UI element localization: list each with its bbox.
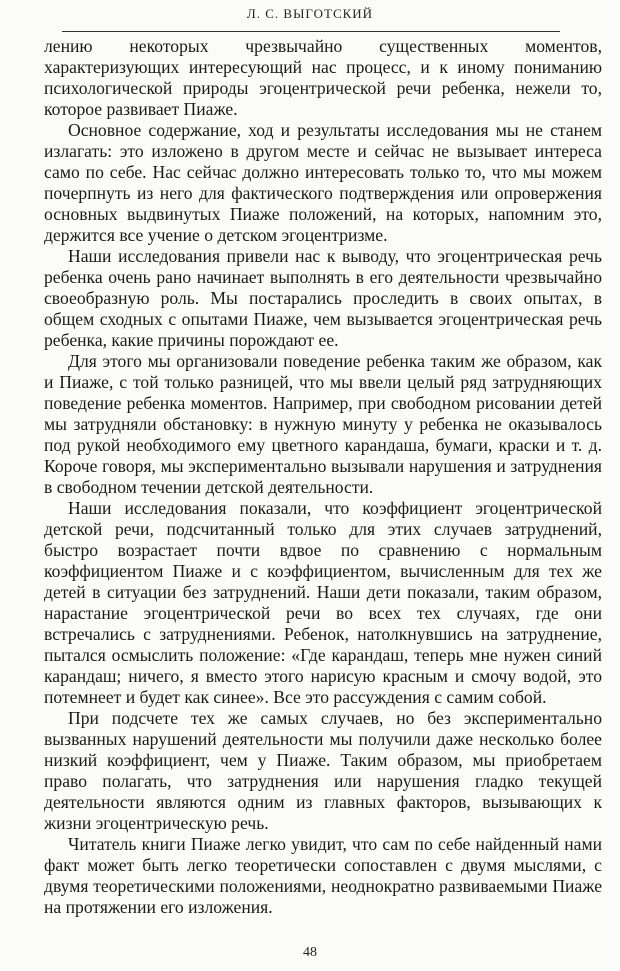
body-text (44, 36, 602, 918)
page-number: 48 (303, 945, 317, 960)
paragraph: Наши исследования показали, что коэффициент эгоцентрической детской речи, подсчитанный только для этих случаев затруднений, быстро возрастает почти вдвое по сравнению с нормальным коэффициентом Пиаже и с коэффициентом, вычисленным для тех же детей в ситуации без затруднений. Наши дети показали, таким образом, нарастание эгоцентрической речи во всех тех случаях, где они встречались с затруднениями. Ребенок, натолкнувшись на затруднение, пытался осмыслить положение: «Где карандаш, теперь мне нужен синий карандаш; ничего, я вместо этого нарисую красным и смочу водой, это потемнеет и будет как синее». Все это рассуждения с самим собой. (44, 498, 602, 707)
running-head: Л. С. ВЫГОТСКИЙ (246, 6, 374, 21)
paragraph: Читатель книги Пиаже легко увидит, что сам по себе найденный нами факт может быть легко теоретически сопоставлен с двумя мыслями, с двумя теоретическими положениями, неоднократно развиваемыми Пиаже на протяжении его изложения. (44, 834, 602, 917)
paragraph: При подсчете тех же самых случаев, но без экспериментально вызванных нарушений деятельности мы получили даже несколько более низкий коэффициент, чем у Пиаже. Таким образом, мы приобретаем право полагать, что затруднения или нарушения гладко текущей деятельности являются одним из главных факторов, вызывающих к жизни эгоцентрическую речь. (44, 708, 602, 833)
paragraph: Основное содержание, ход и результаты исследования мы не станем излагать: это изложено в другом месте и сейчас не вызывает интереса само по себе. Нас сейчас должно интересовать только то, что мы можем почерпнуть из него для фактического подтверждения или опровержения основных выдвинутых Пиаже положений, на которых, напомним это, держится все учение о детском эгоцентризме. (44, 120, 602, 245)
paragraph: Для этого мы организовали поведение ребенка таким же образом, как и Пиаже, с той только разницей, что мы ввели целый ряд затрудняющих поведение ребенка моментов. Например, при свободном рисовании детей мы затрудняли обстановку: в нужную минуту у ребенка не оказывалось под рукой необходимого ему цветного карандаша, бумаги, краски и т. д. Короче говоря, мы экспериментально вызывали нарушения и затруднения в свободном течении детской деятельности. (44, 351, 602, 497)
paragraph-continued: лению некоторых чрезвычайно существенных моментов, характеризующих интересующий нас процесс, и к иному пониманию психологической природы эгоцентрической речи ребенка, нежели то, которое развивает Пиаже. (44, 36, 602, 119)
header-rule (62, 31, 560, 32)
paragraph: Наши исследования привели нас к выводу, что эгоцентрическая речь ребенка очень рано начинает выполнять в его деятельности чрезвычайно своеобразную роль. Мы постарались проследить в своих опытах, в общем сходных с опытами Пиаже, чем вызывается эгоцентрическая речь ребенка, какие причины порождают ее. (44, 246, 602, 350)
